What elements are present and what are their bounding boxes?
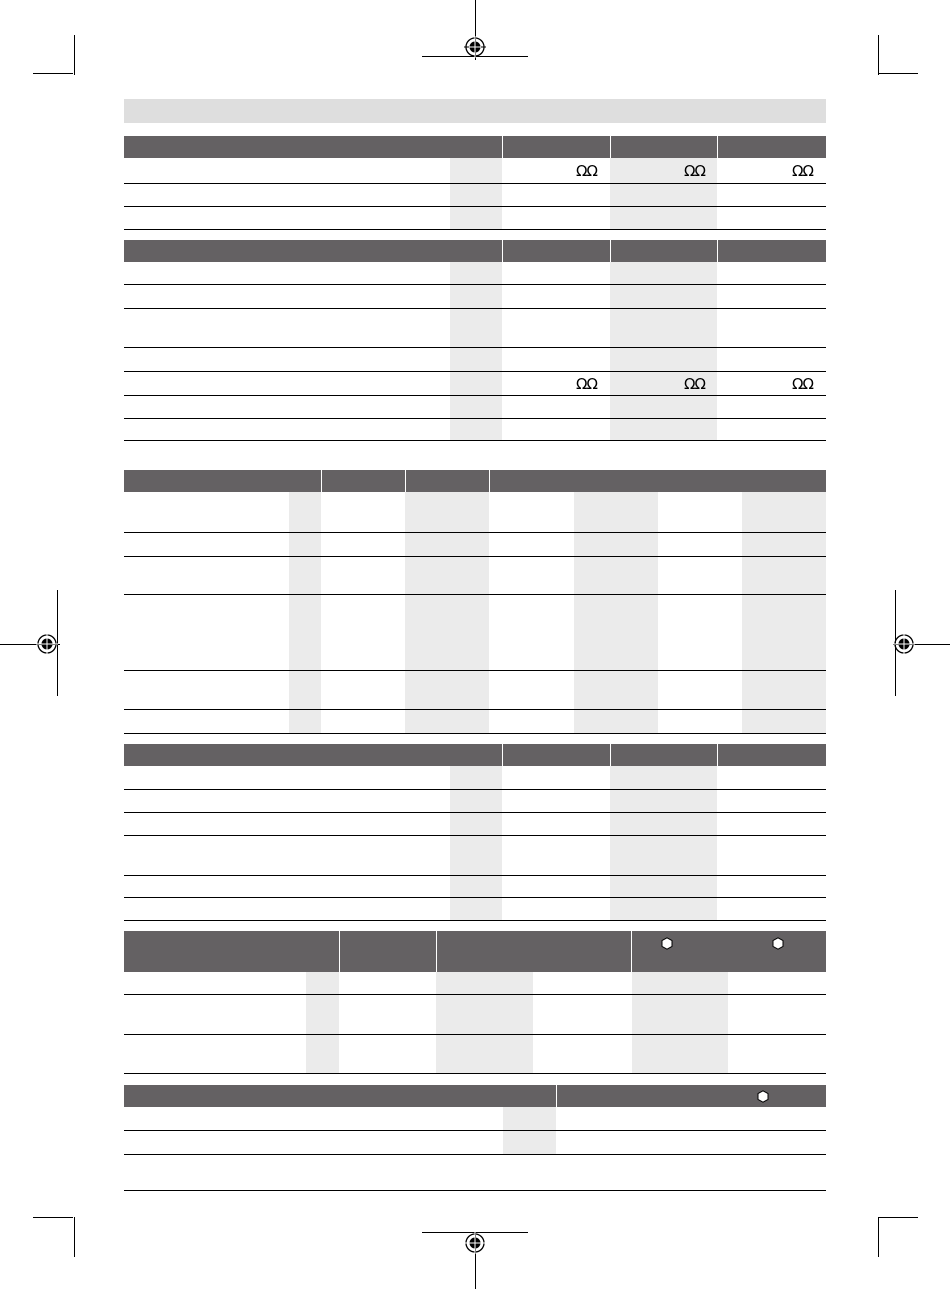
hexagon-icon (757, 1090, 769, 1103)
hexagon-icon (772, 937, 784, 950)
hexagon-icon (661, 937, 673, 950)
table-header (124, 136, 826, 158)
table-header (124, 1085, 826, 1107)
crosshair-icon (36, 633, 58, 655)
double-omega-icon: ΩΩ (792, 162, 813, 180)
table-header (124, 931, 826, 972)
crosshair-icon (464, 1232, 486, 1254)
double-omega-icon: ΩΩ (792, 375, 813, 393)
table-header (124, 744, 826, 766)
double-omega-icon: ΩΩ (684, 162, 705, 180)
table-header (124, 240, 826, 262)
crosshair-icon (464, 36, 486, 58)
crosshair-icon (893, 633, 915, 655)
top-band (124, 99, 826, 123)
double-omega-icon: ΩΩ (684, 375, 705, 393)
double-omega-icon: ΩΩ (576, 162, 597, 180)
table-header (124, 470, 826, 492)
double-omega-icon: ΩΩ (576, 375, 597, 393)
